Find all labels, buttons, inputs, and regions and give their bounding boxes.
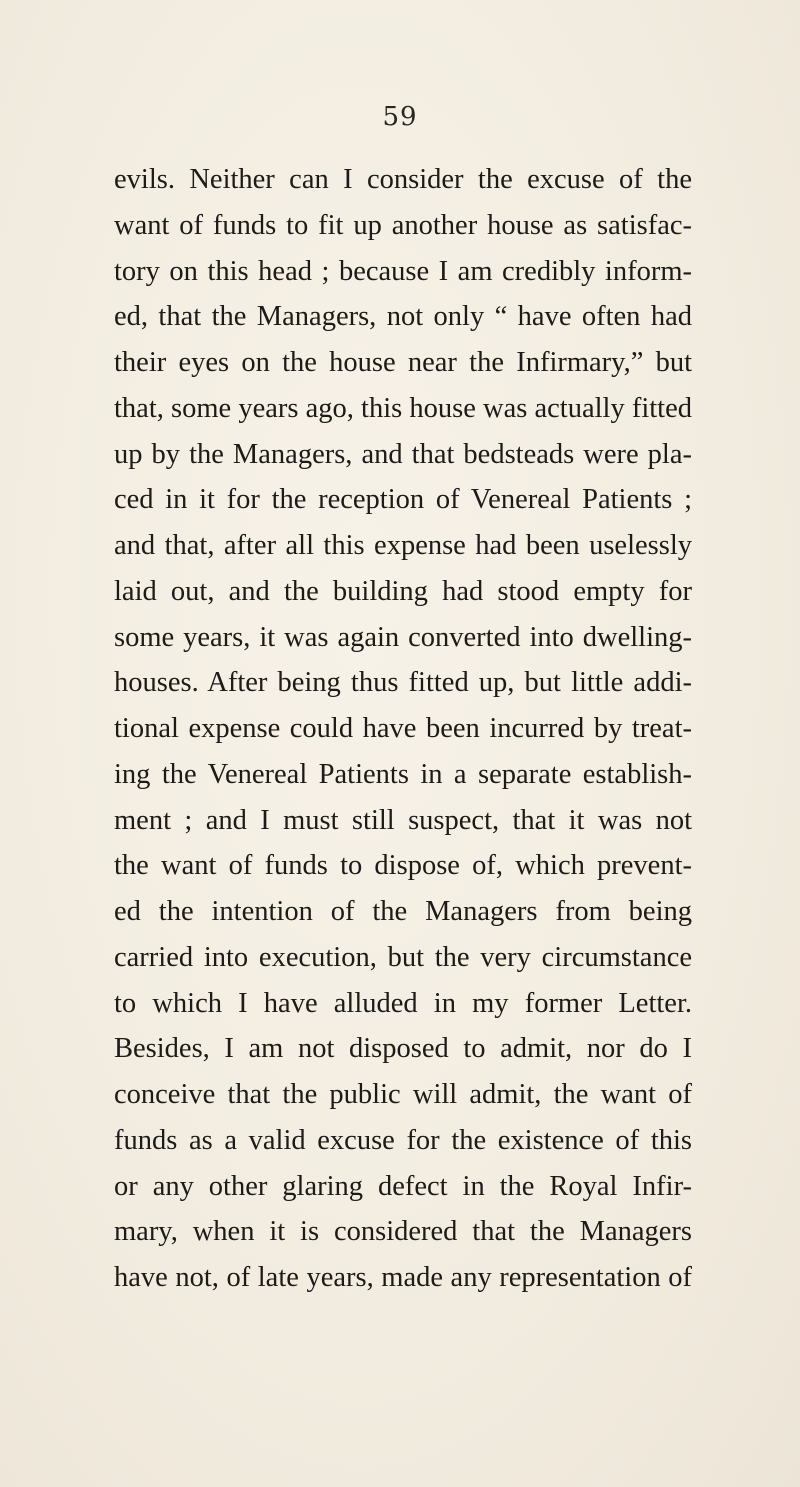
text-line: ed, that the Managers, not only “ have often had (114, 301, 692, 333)
text-line: mary, when it is considered that the Managers (114, 1216, 692, 1248)
text-line: tional expense could have been incurred by treat- (114, 713, 692, 744)
text-line: and that, after all this expense had been uselessly (114, 530, 692, 561)
text-line: up by the Managers, and that bedsteads were pla- (114, 438, 692, 470)
text-line: ing the Venereal Patients in a separate establish- (114, 758, 692, 790)
page-number: 59 (382, 102, 418, 132)
text-line: that, some years ago, this house was actually fitted (114, 392, 692, 424)
text-line: evils. Neither can I consider the excuse of the (114, 164, 692, 195)
text-line: conceive that the public will admit, the want of (114, 1079, 692, 1110)
body-text (114, 157, 692, 1301)
text-line: ced in it for the reception of Venereal Patients ; (114, 484, 692, 516)
text-line: funds as a valid excuse for the existence of this (114, 1124, 692, 1156)
text-line: the want of funds to dispose of, which prevent- (114, 850, 692, 882)
text-line: tory on this head ; because I am credibly inform- (114, 255, 692, 287)
text-line: or any other glaring defect in the Royal Infir- (114, 1170, 692, 1202)
text-line: to which I have alluded in my former Letter. (114, 987, 692, 1019)
text-line: carried into execution, but the very circumstance (114, 941, 692, 973)
text-line: laid out, and the building had stood empty for (114, 575, 692, 607)
text-line: Besides, I am not disposed to admit, nor do I (114, 1033, 692, 1065)
text-line: some years, it was again converted into dwelling- (114, 621, 692, 653)
text-line: ed the intention of the Managers from being (114, 896, 692, 927)
text-line: ment ; and I must still suspect, that it was not (114, 804, 692, 836)
text-line: want of funds to fit up another house as satisfac- (114, 209, 692, 241)
text-line: have not, of late years, made any representation of (114, 1262, 692, 1293)
text-line: their eyes on the house near the Infirmary,” but (114, 347, 692, 378)
text-line: houses. After being thus fitted up, but little addi- (114, 667, 692, 699)
